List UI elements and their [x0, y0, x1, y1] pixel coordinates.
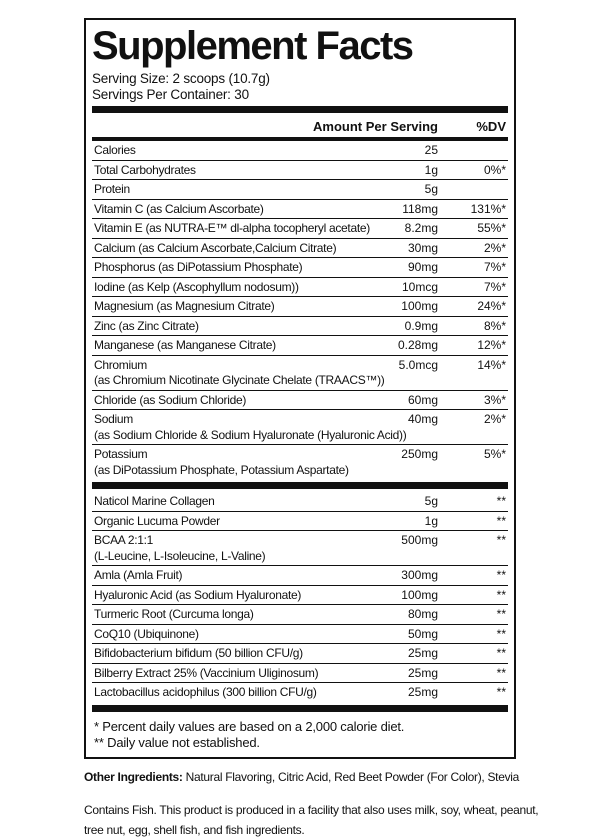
column-header-dv: %DV — [476, 119, 506, 134]
nutrient-dv: 2%* — [483, 412, 506, 426]
footnote-dv: * Percent daily values are based on a 2,000 calorie diet. — [94, 718, 405, 734]
nutrient-amount: 90mg — [407, 260, 438, 274]
nutrient-row — [92, 179, 508, 199]
nutrient-name: Vitamin C (as Calcium Ascorbate) — [94, 201, 264, 216]
nutrient-dv: ** — [496, 568, 506, 582]
nutrient-dv: 2%* — [483, 240, 506, 255]
supplement-facts-panel — [84, 18, 516, 759]
nutrient-row — [92, 530, 508, 565]
nutrient-row — [92, 604, 508, 624]
below-panel-text — [84, 770, 556, 840]
nutrient-dv: 7%* — [483, 279, 506, 294]
nutrient-dv: 8%* — [483, 318, 506, 333]
nutrient-amount: 25mg — [407, 685, 438, 699]
nutrient-name: Sodium — [94, 412, 133, 426]
nutrient-row — [92, 218, 508, 238]
nutrient-amount: 0.28mg — [397, 338, 438, 352]
nutrient-amount: 1g — [424, 162, 438, 177]
other-ingredients-text: Natural Flavoring, Citric Acid, Red Beet Powder (For Color), Stevia — [182, 769, 520, 784]
nutrient-amount: 100mg — [401, 587, 438, 602]
nutrient-subname: (as Chromium Nicotinate Glycinate Chelate (TRAACS™)) — [94, 373, 385, 387]
thick-divider-bar-top — [92, 106, 508, 113]
nutrient-amount: 10mcg — [401, 279, 438, 294]
nutrient-amount: 5.0mcg — [398, 357, 438, 372]
nutrient-amount: 25mg — [407, 646, 438, 660]
nutrient-amount: 50mg — [407, 626, 438, 641]
nutrient-dv: ** — [496, 626, 506, 641]
servings-per-container: Servings Per Container: 30 — [92, 87, 249, 102]
nutrient-amount: 80mg — [407, 607, 438, 621]
nutrient-row — [92, 141, 508, 160]
allergen-statement: Contains Fish. This product is produced in a facility that also uses milk, soy, wheat, peanut, tree nut, egg, shell fish, and fish ingredients. — [84, 802, 539, 837]
nutrient-row — [92, 238, 508, 258]
nutrient-name: Phosphorus (as DiPotassium Phosphate) — [94, 260, 303, 274]
column-headers — [92, 116, 508, 136]
nutrient-name: Protein — [94, 182, 130, 196]
nutrient-amount: 60mg — [407, 392, 438, 407]
nutrient-amount: 5g — [424, 182, 438, 196]
nutrient-amount: 118mg — [402, 201, 438, 216]
nutrient-amount: 0.9mg — [404, 318, 438, 333]
nutrient-name: Bifidobacterium bifidum (50 billion CFU/g) — [94, 646, 303, 660]
nutrient-name: Bilberry Extract 25% (Vaccinium Uliginosum) — [94, 665, 319, 680]
nutrient-dv: ** — [496, 665, 506, 680]
nutrient-dv: 14%* — [477, 357, 506, 372]
nutrient-row — [92, 444, 508, 479]
column-header-amount: Amount Per Serving — [313, 119, 438, 134]
nutrient-name: Amla (Amla Fruit) — [94, 568, 183, 582]
nutrient-amount: 30mg — [407, 240, 438, 255]
nutrient-name: Chloride (as Sodium Chloride) — [94, 392, 247, 407]
nutrient-name: Chromium — [94, 357, 147, 372]
nutrient-row — [92, 663, 508, 683]
nutrient-amount: 100mg — [401, 299, 438, 313]
nutrient-dv — [438, 182, 506, 198]
nutrient-name: Manganese (as Manganese Citrate) — [94, 338, 276, 352]
panel-title: Supplement Facts — [92, 24, 413, 68]
nutrient-amount: 250mg — [401, 447, 438, 461]
other-ingredients-label: Other Ingredients: — [84, 769, 183, 784]
nutrient-rows-section2 — [92, 492, 508, 702]
nutrient-row — [92, 160, 508, 180]
nutrient-amount: 500mg — [401, 533, 438, 547]
nutrient-name: Magnesium (as Magnesium Citrate) — [94, 299, 275, 313]
nutrient-name: Lactobacillus acidophilus (300 billion CFU/g) — [94, 685, 317, 699]
nutrient-name: BCAA 2:1:1 — [94, 533, 154, 547]
nutrient-rows-section1 — [92, 141, 508, 479]
nutrient-name: Total Carbohydrates — [94, 162, 196, 177]
nutrient-dv: 12%* — [477, 338, 506, 352]
thick-divider-bar-bottom — [92, 705, 508, 712]
nutrient-row — [92, 565, 508, 585]
nutrient-amount: 5g — [424, 494, 438, 508]
nutrient-name: Potassium — [94, 447, 148, 461]
nutrient-row — [92, 409, 508, 444]
nutrient-name: Zinc (as Zinc Citrate) — [94, 318, 199, 333]
nutrient-dv: ** — [496, 533, 506, 547]
nutrient-dv: 55%* — [477, 221, 506, 235]
nutrient-name: Naticol Marine Collagen — [94, 494, 215, 508]
nutrient-dv: 0%* — [483, 162, 506, 177]
nutrient-row — [92, 492, 508, 511]
nutrient-dv: ** — [496, 685, 506, 699]
nutrient-row — [92, 316, 508, 336]
nutrient-subname: (L-Leucine, L-Isoleucine, L-Valine) — [94, 548, 266, 563]
nutrient-amount: 40mg — [407, 412, 438, 426]
nutrient-subname: (as DiPotassium Phosphate, Potassium Aspartate) — [94, 462, 349, 477]
nutrient-dv: 131%* — [470, 201, 506, 216]
nutrient-dv: ** — [496, 494, 506, 508]
footnote-not-established: ** Daily value not established. — [94, 734, 260, 750]
nutrient-row — [92, 199, 508, 219]
nutrient-row — [92, 511, 508, 531]
nutrient-name: Turmeric Root (Curcuma longa) — [94, 607, 254, 621]
nutrient-subname: (as Sodium Chloride & Sodium Hyaluronate (Hyaluronic Acid)) — [94, 427, 407, 442]
nutrient-dv: 5%* — [483, 447, 506, 461]
nutrient-name: Iodine (as Kelp (Ascophyllum nodosum)) — [94, 279, 299, 294]
nutrient-row — [92, 390, 508, 410]
nutrient-row — [92, 296, 508, 316]
nutrient-name: CoQ10 (Ubiquinone) — [94, 626, 199, 641]
footnotes — [92, 715, 508, 754]
nutrient-name: Hyaluronic Acid (as Sodium Hyaluronate) — [94, 587, 302, 602]
nutrient-dv: 24%* — [477, 299, 506, 313]
nutrient-row — [92, 643, 508, 663]
nutrient-name: Organic Lucuma Powder — [94, 513, 220, 528]
nutrient-dv: 7%* — [483, 260, 506, 274]
other-ingredients — [84, 770, 556, 784]
nutrient-row — [92, 335, 508, 355]
nutrient-amount: 8.2mg — [404, 221, 438, 235]
nutrient-row — [92, 624, 508, 644]
nutrient-dv: ** — [496, 646, 506, 660]
nutrient-amount: 300mg — [401, 568, 438, 582]
nutrient-row — [92, 585, 508, 605]
nutrient-dv: ** — [496, 607, 506, 621]
nutrient-amount: 1g — [424, 513, 438, 528]
thick-divider-bar-middle — [92, 482, 508, 489]
serving-size: Serving Size: 2 scoops (10.7g) — [92, 71, 270, 86]
nutrient-dv: ** — [496, 513, 506, 528]
nutrient-row — [92, 257, 508, 277]
nutrient-dv: 3%* — [483, 392, 506, 407]
nutrient-dv: ** — [496, 587, 506, 602]
nutrient-name: Calcium (as Calcium Ascorbate,Calcium Citrate) — [94, 240, 337, 255]
nutrient-amount: 25 — [424, 143, 438, 157]
nutrient-row — [92, 355, 508, 390]
nutrient-dv — [438, 143, 506, 159]
nutrient-row — [92, 682, 508, 702]
nutrient-name: Vitamin E (as NUTRA-E™ dl-alpha tocopheryl acetate) — [94, 221, 370, 235]
nutrient-name: Calories — [94, 143, 136, 157]
nutrient-amount: 25mg — [407, 665, 438, 680]
nutrient-row — [92, 277, 508, 297]
